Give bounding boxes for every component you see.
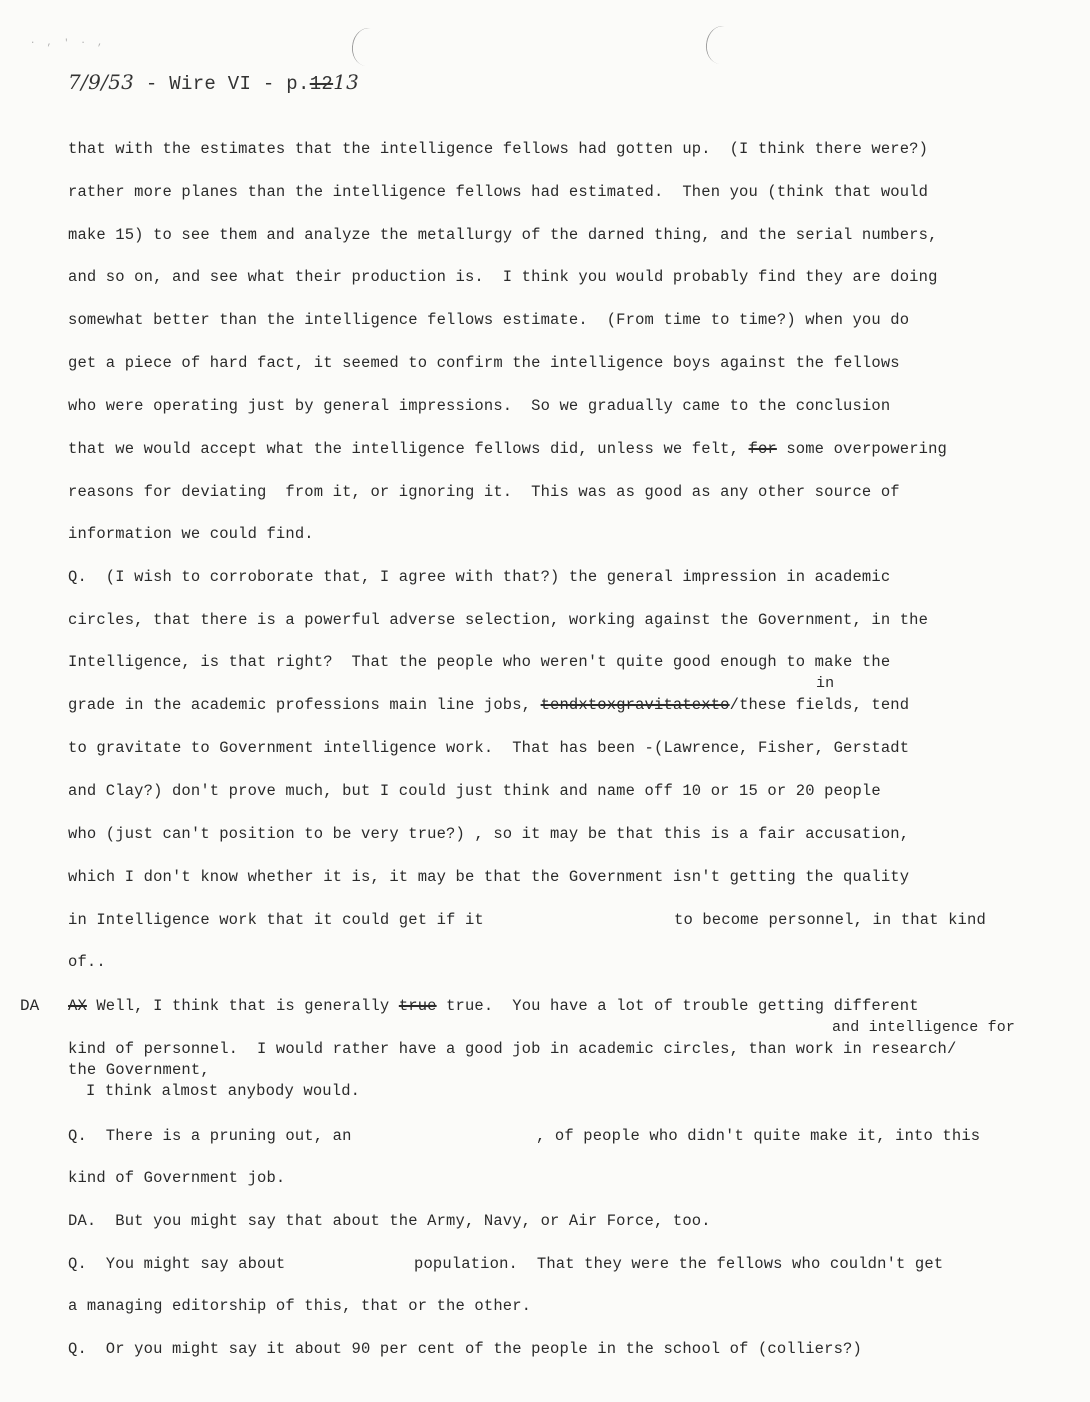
text-line: Q. (I wish to corroborate that, I agree with that?) the general impression in academic bbox=[68, 568, 891, 586]
line-tail: some overpowering bbox=[776, 440, 948, 458]
slash-mark: / bbox=[729, 696, 740, 714]
line-text: Well, I think that is generally bbox=[96, 997, 390, 1015]
text-line: get a piece of hard fact, it seemed to confirm the intelligence boys against the fellows bbox=[68, 354, 900, 372]
page-header bbox=[68, 70, 359, 95]
inserted-phrase: and intelligence for bbox=[832, 1019, 1016, 1036]
text-line: which I don't know whether it is, it may be that the Government isn't getting the quality bbox=[68, 868, 910, 886]
text-line: who were operating just by general impressions. So we gradually came to the conclusion bbox=[68, 397, 891, 415]
text-line: the Government, bbox=[68, 1061, 210, 1079]
text-line-continued: to become personnel, in that kind bbox=[674, 911, 986, 929]
text-line bbox=[68, 696, 909, 714]
text-line: DA. But you might say that about the Army, Navy, or Air Force, too. bbox=[68, 1212, 711, 1230]
text-line: that with the estimates that the intelligence fellows had gotten up. (I think there were?) bbox=[68, 140, 929, 158]
punch-hole-right bbox=[704, 24, 740, 66]
text-line-continued: , of people who didn't quite make it, into this bbox=[536, 1127, 981, 1145]
text-line: and Clay?) don't prove much, but I could just think and name off 10 or 15 or 20 people bbox=[68, 782, 881, 800]
text-line-continued: population. That they were the fellows who couldn't get bbox=[414, 1255, 944, 1273]
struck-word: AX bbox=[68, 997, 87, 1015]
struck-word: true bbox=[398, 997, 437, 1015]
text-line: Intelligence, is that right? That the people who weren't quite good enough to make the bbox=[68, 653, 891, 671]
punch-hole-left bbox=[350, 26, 386, 68]
struck-word: for bbox=[748, 440, 777, 458]
text-line: somewhat better than the intelligence fellows estimate. (From time to time?) when you do bbox=[68, 311, 910, 329]
speaker-label: DA bbox=[20, 997, 40, 1015]
line-tail: true. You have a lot of trouble getting different bbox=[436, 997, 919, 1015]
text-line: Q. Or you might say it about 90 per cent of the people in the school of (colliers?) bbox=[68, 1340, 862, 1358]
text-line: kind of Government job. bbox=[68, 1169, 286, 1187]
line-text: that we would accept what the intelligence fellows did, unless we felt, bbox=[68, 440, 740, 458]
text-line: kind of personnel. I would rather have a good job in academic circles, than work in research/ bbox=[68, 1040, 957, 1058]
paper-specks: · , ' · , bbox=[30, 38, 106, 48]
text-line bbox=[68, 997, 919, 1015]
text-line: reasons for deviating from it, or ignoring it. This was as good as any other source of bbox=[68, 483, 900, 501]
text-line: and so on, and see what their production is. I think you would probably find they are doing bbox=[68, 268, 938, 286]
text-line: rather more planes than the intelligence fellows had estimated. Then you (think that would bbox=[68, 183, 929, 201]
header-date: 7/9/53 bbox=[68, 70, 135, 94]
line-text: grade in the academic professions main line jobs, bbox=[68, 696, 532, 714]
struck-phrase: tendxtoxgravitatexto bbox=[540, 696, 730, 714]
text-line: circles, that there is a powerful adverse selection, working against the Government, in the bbox=[68, 611, 929, 629]
text-line: Q. There is a pruning out, an bbox=[68, 1127, 352, 1145]
line-tail: these fields, tend bbox=[739, 696, 910, 714]
text-line bbox=[68, 440, 947, 458]
text-line: who (just can't position to be very true?) , so it may be that this is a fair accusation, bbox=[68, 825, 910, 843]
header-crossed-page: 12 bbox=[309, 73, 334, 95]
inserted-word: in bbox=[816, 675, 835, 692]
text-line: make 15) to see them and analyze the metallurgy of the darned thing, and the serial numbers, bbox=[68, 226, 938, 244]
text-line: I think almost anybody would. bbox=[86, 1082, 361, 1100]
header-page-number: 13 bbox=[333, 70, 360, 94]
text-line: in Intelligence work that it could get if it bbox=[68, 911, 484, 929]
text-line: information we could find. bbox=[68, 525, 314, 543]
text-line: of.. bbox=[68, 953, 106, 971]
text-line: Q. You might say about bbox=[68, 1255, 286, 1273]
text-line: a managing editorship of this, that or the other. bbox=[68, 1297, 532, 1315]
text-line: to gravitate to Government intelligence work. That has been -(Lawrence, Fisher, Gerstadt bbox=[68, 739, 910, 757]
header-wire: - Wire VI - p. bbox=[134, 73, 310, 95]
